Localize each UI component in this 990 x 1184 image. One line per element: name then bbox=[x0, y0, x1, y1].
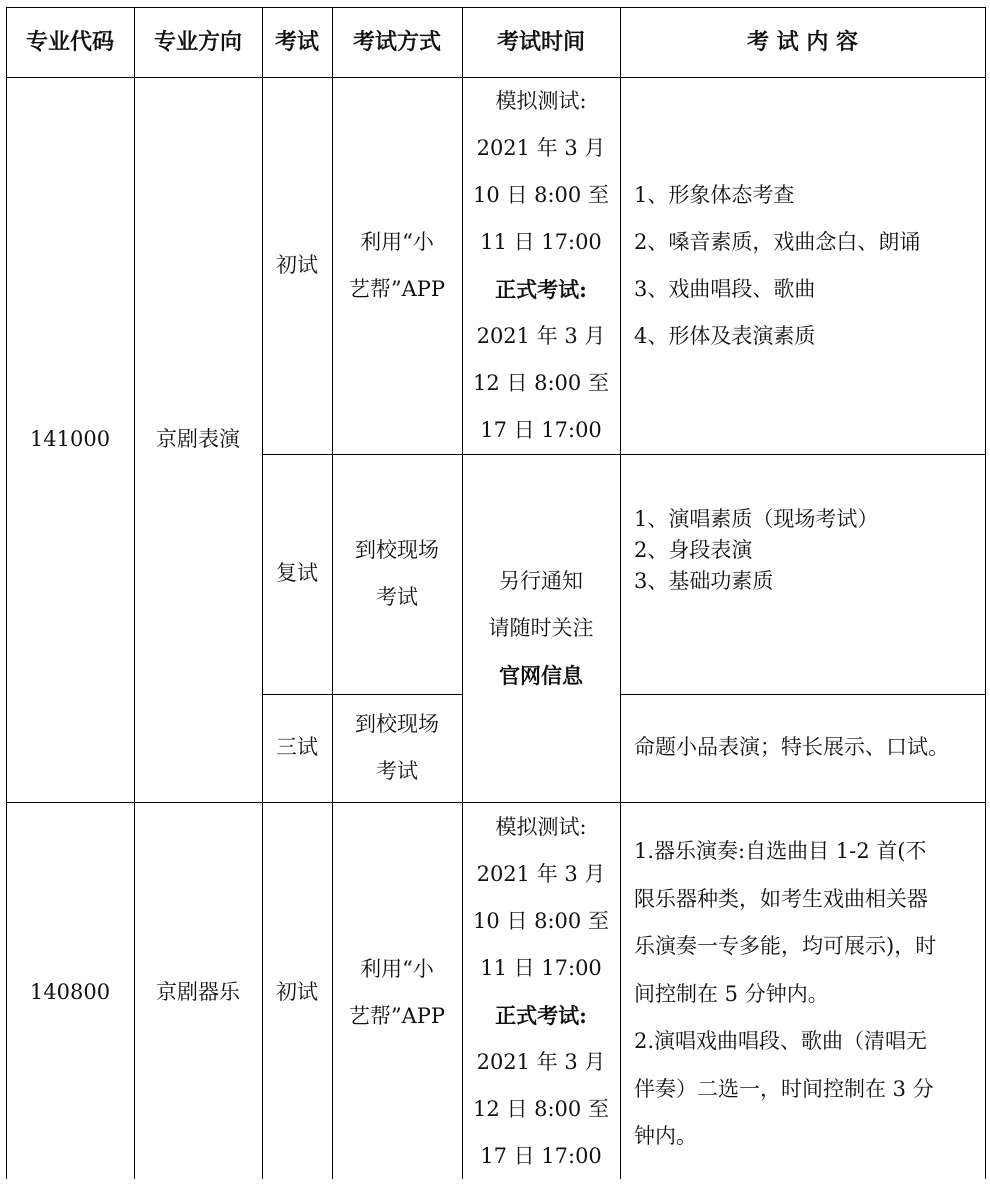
header-content: 考 试 内 容 bbox=[747, 28, 858, 55]
row1-round1-time bbox=[462, 77, 620, 454]
time-line: 2021 年 3 月 bbox=[476, 1050, 606, 1074]
time-line-bold: 正式考试: bbox=[495, 1003, 587, 1028]
content-line: 4、形体及表演素质 bbox=[634, 323, 816, 348]
method-line: 考试 bbox=[376, 759, 418, 783]
content-line: 2、嗓音素质，戏曲念白、朗诵 bbox=[634, 229, 921, 254]
row1-round2-content bbox=[620, 454, 985, 694]
content-line: 2、身段表演 bbox=[634, 538, 753, 562]
row1-round3-method bbox=[332, 694, 462, 802]
time-line: 11 日 17:00 bbox=[480, 229, 602, 254]
time-line: 10 日 8:00 至 bbox=[473, 182, 609, 207]
time-line: 12 日 8:00 至 bbox=[473, 1097, 609, 1121]
header-direction: 专业方向 bbox=[153, 28, 242, 55]
method-line: 考试 bbox=[376, 585, 418, 609]
header-method: 考试方式 bbox=[352, 28, 441, 55]
content-line: 钟内。 bbox=[634, 1124, 697, 1148]
time-line: 2021 年 3 月 bbox=[476, 323, 606, 348]
method-line: 利用“小 bbox=[360, 957, 434, 981]
content-line: 1.器乐演奏:自选曲目 1-2 首(不 bbox=[634, 839, 927, 863]
content-line: 1、形象体态考查 bbox=[634, 182, 795, 207]
row1-round3-content bbox=[620, 694, 985, 802]
header-exam: 考试 bbox=[274, 28, 319, 55]
content-line: 2.演唱戏曲唱段、歌曲（清唱无 bbox=[634, 1029, 928, 1053]
method-line: 艺帮”APP bbox=[348, 1004, 446, 1028]
row1-round1-content bbox=[620, 77, 985, 454]
row1-round2-method bbox=[332, 454, 462, 694]
row1-round1-exam: 初试 bbox=[276, 252, 318, 277]
row1-round1-method bbox=[332, 77, 462, 454]
time-line: 2021 年 3 月 bbox=[476, 135, 606, 160]
time-line-bold: 官网信息 bbox=[499, 663, 583, 688]
time-line: 模拟测试: bbox=[495, 88, 587, 113]
content-line: 乐演奏一专多能，均可展示)，时 bbox=[634, 934, 937, 958]
row2-round1-method bbox=[332, 802, 462, 1184]
row2-direction: 京剧器乐 bbox=[156, 980, 240, 1005]
time-line: 另行通知 bbox=[499, 569, 583, 593]
method-line: 艺帮”APP bbox=[348, 276, 446, 301]
time-line: 17 日 17:00 bbox=[480, 417, 602, 442]
rule-right bbox=[985, 7, 986, 1179]
content-line: 间控制在 5 分钟内。 bbox=[634, 981, 829, 1006]
method-line: 利用“小 bbox=[360, 229, 434, 254]
content-line: 伴奏）二选一，时间控制在 3 分 bbox=[634, 1076, 934, 1101]
time-line: 12 日 8:00 至 bbox=[473, 370, 609, 395]
header-time: 考试时间 bbox=[496, 28, 585, 55]
time-line: 请随时关注 bbox=[488, 616, 594, 640]
time-line: 10 日 8:00 至 bbox=[473, 909, 609, 933]
header-code: 专业代码 bbox=[25, 28, 114, 55]
method-line: 到校现场 bbox=[355, 538, 439, 562]
content-line: 命题小品表演；特长展示、口试。 bbox=[634, 735, 949, 760]
content-line: 限乐器种类，如考生戏曲相关器 bbox=[634, 886, 928, 911]
row1-direction: 京剧表演 bbox=[156, 426, 240, 451]
row2-round1-exam: 初试 bbox=[276, 980, 318, 1005]
row1-shared-time bbox=[462, 454, 620, 802]
time-line: 2021 年 3 月 bbox=[476, 862, 606, 886]
time-line: 17 日 17:00 bbox=[480, 1144, 602, 1168]
row1-code: 141000 bbox=[29, 426, 111, 451]
time-line: 模拟测试: bbox=[495, 815, 587, 839]
content-line: 3、戏曲唱段、歌曲 bbox=[634, 276, 816, 301]
method-line: 到校现场 bbox=[355, 712, 439, 736]
row1-round3-exam: 三试 bbox=[276, 735, 318, 760]
row2-round1-content bbox=[620, 802, 985, 1179]
content-line: 3、基础功素质 bbox=[634, 569, 774, 593]
time-line: 11 日 17:00 bbox=[480, 956, 602, 980]
row1-round2-exam: 复试 bbox=[276, 561, 318, 586]
row2-round1-time bbox=[462, 802, 620, 1179]
time-line-bold: 正式考试: bbox=[495, 276, 587, 302]
content-line: 1、演唱素质（现场考试） bbox=[634, 507, 879, 531]
row2-code: 140800 bbox=[29, 980, 111, 1005]
